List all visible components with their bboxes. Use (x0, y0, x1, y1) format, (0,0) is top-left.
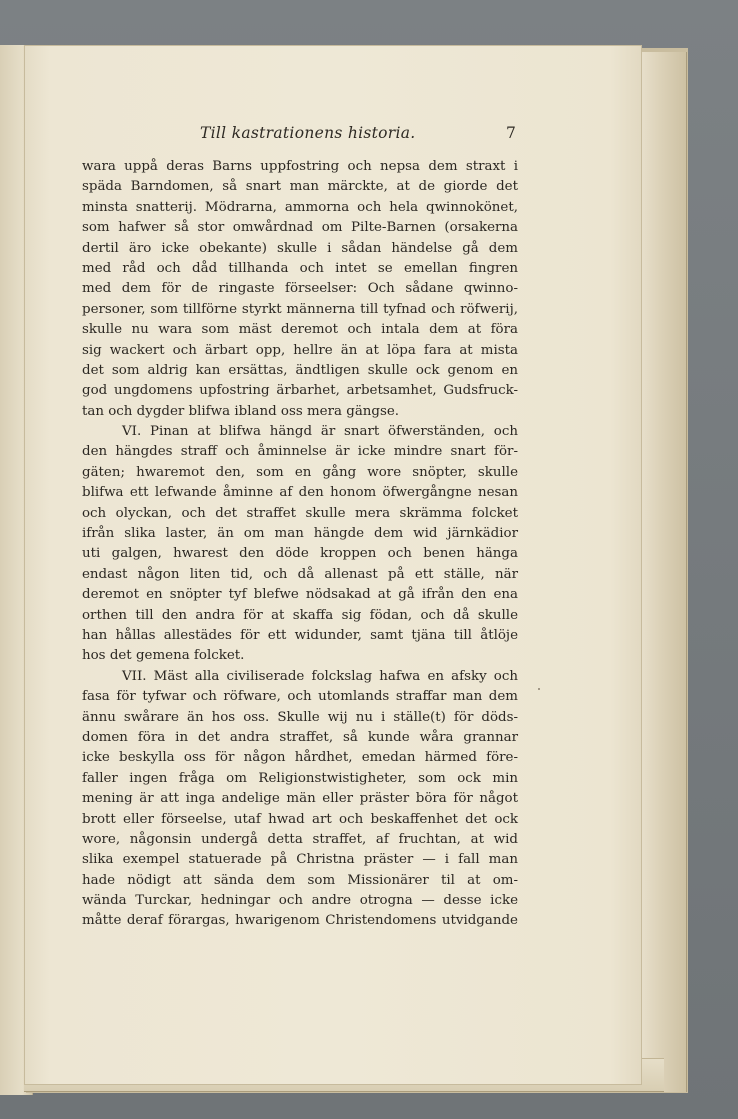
text-line: orthen till den andra för at skaffa sig födan, och då skulle (82, 607, 518, 623)
text-line: wore, någonsin undergå detta straffet, af fruchtan, at wid (82, 831, 518, 847)
text-line: med dem för de ringaste förseelser: Och sådane qwinno- (82, 281, 518, 297)
page-stack-edge (640, 52, 687, 1092)
text-line: endast någon liten tid, och då allenast på ett ställe, när (82, 566, 518, 582)
section-vi-start: VI. Pinan at blifwa hängd är snart öfwerständen, och (122, 424, 518, 440)
section-vii-start: VII. Mäst alla civiliserade folckslag hafwa en afsky och (122, 668, 518, 684)
text-line: måtte deraf förargas, hwarigenom Christendomens utvidgande (82, 913, 518, 929)
text-line: brott eller förseelse, utaf hwad art och beskaffenhet det ock (82, 811, 518, 827)
body-text (82, 157, 518, 932)
paper-speck (538, 688, 540, 690)
text-line: god ungdomens upfostring ärbarhet, arbetsamhet, Gudsfruck- (82, 383, 518, 399)
text-line: uti galgen, hwarest den döde kroppen och benen hänga (82, 546, 518, 562)
text-line: ifrån slika laster, än om man hängde dem wid järnkädior (82, 526, 518, 542)
text-line: den hängdes straff och åminnelse är icke mindre snart för- (82, 444, 518, 460)
text-line: gäten; hwaremot den, som en gång wore snöpter, skulle (82, 464, 518, 480)
text-line: faller ingen fråga om Religionstwistigheter, som ock min (82, 770, 518, 786)
text-line: som hafwer så stor omwårdnad om Pilte-Barnen (orsakerna (82, 220, 518, 236)
text-line: skulle nu wara som mäst deremot och intala dem at föra (82, 322, 518, 338)
text-line: sig wackert och ärbart opp, hellre än at löpa fara at mista (82, 342, 518, 358)
text-line: dertil äro icke obekante) skulle i sådan händelse gå dem (82, 240, 518, 256)
running-head-title: Till kastrationens historia. (200, 124, 416, 142)
text-line: minsta snatterij. Mödrarna, ammorna och hela qwinnokönet, (82, 199, 518, 215)
text-line: hos det gemena folcket. (82, 648, 245, 664)
text-line: personer, som tillförne styrkt männerna till tyfnad och röfwerij, (82, 301, 518, 317)
page-number: 7 (506, 124, 516, 142)
text-line: wända Turckar, hedningar och andre otrogna — desse icke (82, 893, 518, 909)
text-line: hade nödigt att sända dem som Missionärer til at om- (82, 872, 518, 888)
text-line: domen föra in det andra straffet, så kunde wåra grannar (82, 729, 518, 745)
text-line: han hållas allestädes för ett widunder, samt tjäna till åtlöje (82, 627, 518, 643)
text-line: späda Barndomen, så snart man märckte, at de giorde det (82, 179, 518, 195)
text-line: wara uppå deras Barns uppfostring och nepsa dem straxt i (82, 159, 518, 174)
text-line: fasa för tyfwar och röfware, och utomlands straffar man dem (82, 689, 518, 705)
text-line: blifwa ett lefwande åminne af den honom öfwergångne nesan (82, 485, 518, 501)
text-line: ännu swårare än hos oss. Skulle wij nu i ställe(t) för döds- (82, 709, 518, 725)
text-line: och olyckan, och det straffet skulle mera skrämma folcket (82, 505, 518, 521)
text-line: tan och dygder blifwa ibland oss mera gängse. (82, 403, 400, 419)
running-head (0, 124, 738, 144)
text-line: icke beskylla oss för någon hårdhet, emedan härmed före- (82, 750, 518, 766)
text-line: med råd och dåd tillhanda och intet se emellan fingren (82, 260, 518, 276)
text-line: mening är att inga andelige män eller präster böra för något (82, 791, 518, 807)
text-line: det som aldrig kan ersättas, ändtligen skulle ock genom en (82, 362, 518, 378)
text-line: slika exempel statuerade på Christna präster — i fall man (82, 852, 518, 868)
text-line: deremot en snöpter tyf blefwe nödsakad at gå ifrån den ena (82, 587, 518, 603)
